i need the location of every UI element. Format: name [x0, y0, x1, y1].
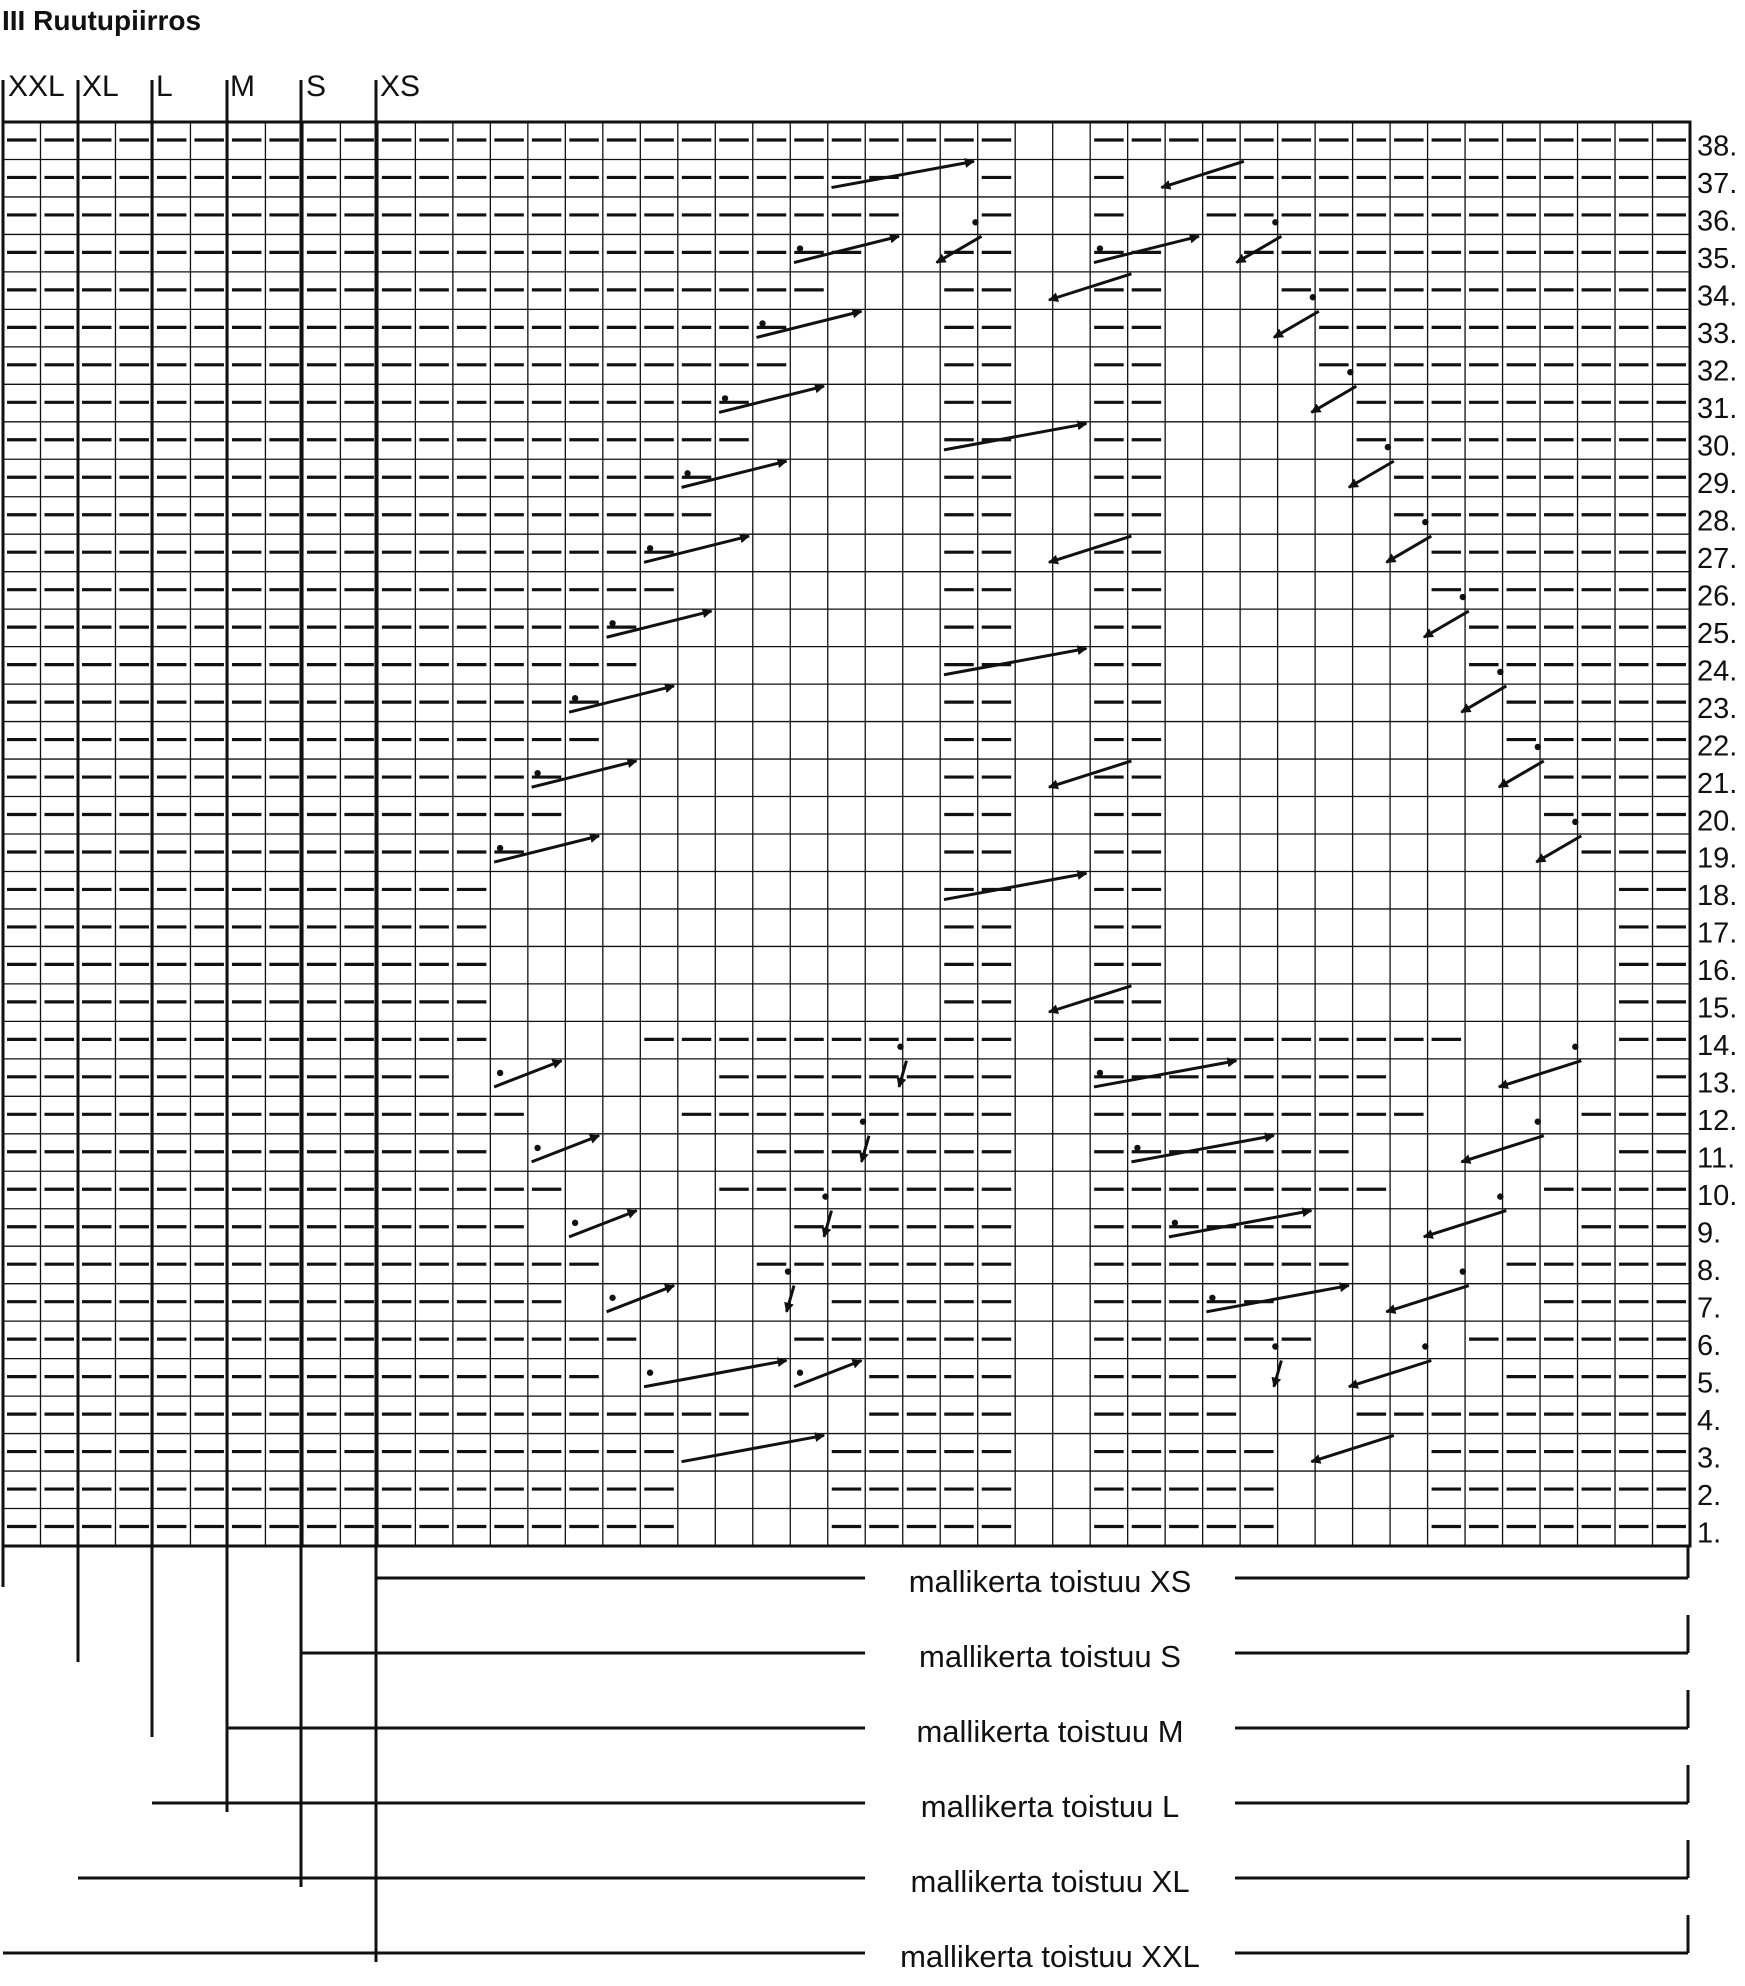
repeat-label: mallikerta toistuu XXL [900, 1939, 1200, 1974]
marker-dot [1097, 1070, 1103, 1076]
marker-dot [797, 1370, 803, 1376]
marker-dot [1385, 444, 1391, 450]
marker-dot [609, 1295, 615, 1301]
marker-dot [647, 1370, 653, 1376]
row-number: 17. [1697, 917, 1738, 950]
cable-arrow-right [532, 761, 637, 787]
repeat-label: mallikerta toistuu L [920, 1789, 1180, 1824]
cable-arrow-right [494, 836, 599, 862]
cable-arrow-left [1349, 461, 1394, 487]
size-label-m: M [230, 70, 255, 103]
marker-dot [897, 1044, 903, 1050]
marker-dot [684, 470, 690, 476]
cable-arrow-right [644, 536, 749, 562]
cable-arrow-left [936, 236, 981, 262]
marker-dot [1272, 1343, 1278, 1349]
row-number: 37. [1697, 168, 1738, 201]
row-number: 36. [1697, 205, 1738, 238]
cable-arrow-right [607, 611, 712, 637]
chart-title: III Ruutupiirros [2, 5, 202, 36]
row-number: 14. [1697, 1030, 1738, 1063]
marker-dot [647, 545, 653, 551]
marker-dot [797, 245, 803, 251]
size-label-xl: XL [82, 70, 119, 103]
marker-dot [1097, 245, 1103, 251]
row-number: 8. [1697, 1254, 1722, 1287]
row-number: 22. [1697, 730, 1738, 763]
row-number: 24. [1697, 655, 1738, 688]
marker-dot [1422, 1343, 1428, 1349]
cable-arrow-left [1536, 836, 1581, 862]
row-number: 23. [1697, 692, 1738, 725]
cable-arrow-right [794, 236, 899, 262]
row-number: 12. [1697, 1105, 1738, 1138]
marker-dot [497, 1070, 503, 1076]
repeat-label: mallikerta toistuu XS [908, 1564, 1192, 1599]
row-number: 19. [1697, 842, 1738, 875]
marker-dot [1347, 369, 1353, 375]
marker-dot [1209, 1295, 1215, 1301]
marker-dot [1497, 669, 1503, 675]
row-number: 30. [1697, 430, 1738, 463]
row-number: 10. [1697, 1179, 1738, 1212]
marker-dot [572, 695, 578, 701]
marker-dot [972, 219, 978, 225]
marker-dot [1497, 1193, 1503, 1199]
cable-arrow-right [569, 686, 674, 712]
row-number: 35. [1697, 243, 1738, 276]
cable-arrow-right [757, 311, 862, 337]
cable-arrow-left [1499, 761, 1544, 787]
row-number: 27. [1697, 542, 1738, 575]
row-number: 7. [1697, 1292, 1722, 1325]
cable-arrow-right [1094, 236, 1199, 262]
row-number: 20. [1697, 805, 1738, 838]
row-number: 9. [1697, 1217, 1722, 1250]
cable-arrow-right [719, 386, 824, 412]
cable-symbols [494, 161, 1581, 1461]
marker-dot [1460, 1268, 1466, 1274]
cable-arrow-left [1386, 536, 1431, 562]
row-numbers [1697, 131, 1737, 1550]
size-label-s: S [306, 70, 327, 103]
marker-dot [1134, 1145, 1140, 1151]
marker-dot [1272, 219, 1278, 225]
purl-symbols [7, 140, 1686, 1527]
marker-dot [497, 845, 503, 851]
marker-dot [860, 1118, 866, 1124]
cable-arrow-right [682, 461, 787, 487]
marker-dot [1460, 594, 1466, 600]
row-number: 32. [1697, 355, 1738, 388]
row-number: 28. [1697, 505, 1738, 538]
row-number: 2. [1697, 1479, 1722, 1512]
row-number: 31. [1697, 393, 1738, 426]
row-number: 11. [1697, 1142, 1736, 1175]
row-number: 3. [1697, 1442, 1722, 1475]
row-number: 38. [1697, 130, 1738, 163]
marker-dot [534, 1145, 540, 1151]
repeat-label: mallikerta toistuu S [919, 1639, 1181, 1674]
marker-dot [1422, 519, 1428, 525]
row-number: 21. [1697, 767, 1738, 800]
marker-dot [534, 770, 540, 776]
row-number: 34. [1697, 280, 1738, 313]
row-number: 25. [1697, 617, 1738, 650]
row-number: 5. [1697, 1367, 1722, 1400]
marker-dot [759, 320, 765, 326]
cable-arrow-left [1424, 611, 1469, 637]
marker-dot [572, 1220, 578, 1226]
marker-dot [822, 1193, 828, 1199]
marker-dot [1572, 819, 1578, 825]
row-number: 33. [1697, 318, 1738, 351]
chart-grid [3, 122, 1690, 1546]
marker-dot [1535, 1118, 1541, 1124]
cable-arrow-left [1461, 686, 1506, 712]
cable-arrow-left [1274, 311, 1319, 337]
size-label-l: L [156, 70, 173, 103]
marker-dot [1172, 1220, 1178, 1226]
row-number: 6. [1697, 1329, 1722, 1362]
row-number: 26. [1697, 580, 1738, 613]
cable-arrow-left [1311, 386, 1356, 412]
row-number: 15. [1697, 992, 1738, 1025]
cable-arrow-left [1236, 236, 1281, 262]
row-number: 29. [1697, 467, 1738, 500]
size-labels [8, 70, 420, 103]
row-number: 1. [1697, 1517, 1722, 1550]
repeat-label: mallikerta toistuu XL [910, 1864, 1190, 1899]
marker-dot [785, 1268, 791, 1274]
marker-dot [722, 395, 728, 401]
repeat-legend [3, 1546, 1688, 1974]
row-number: 18. [1697, 880, 1738, 913]
marker-dot [1310, 294, 1316, 300]
size-label-xs: XS [380, 70, 421, 103]
repeat-label: mallikerta toistuu M [916, 1714, 1184, 1749]
size-label-xxl: XXL [8, 70, 65, 103]
marker-dot [1535, 744, 1541, 750]
row-number: 4. [1697, 1404, 1722, 1437]
marker-dot [1572, 1044, 1578, 1050]
row-number: 13. [1697, 1067, 1738, 1100]
row-number: 16. [1697, 955, 1738, 988]
marker-dot [609, 620, 615, 626]
